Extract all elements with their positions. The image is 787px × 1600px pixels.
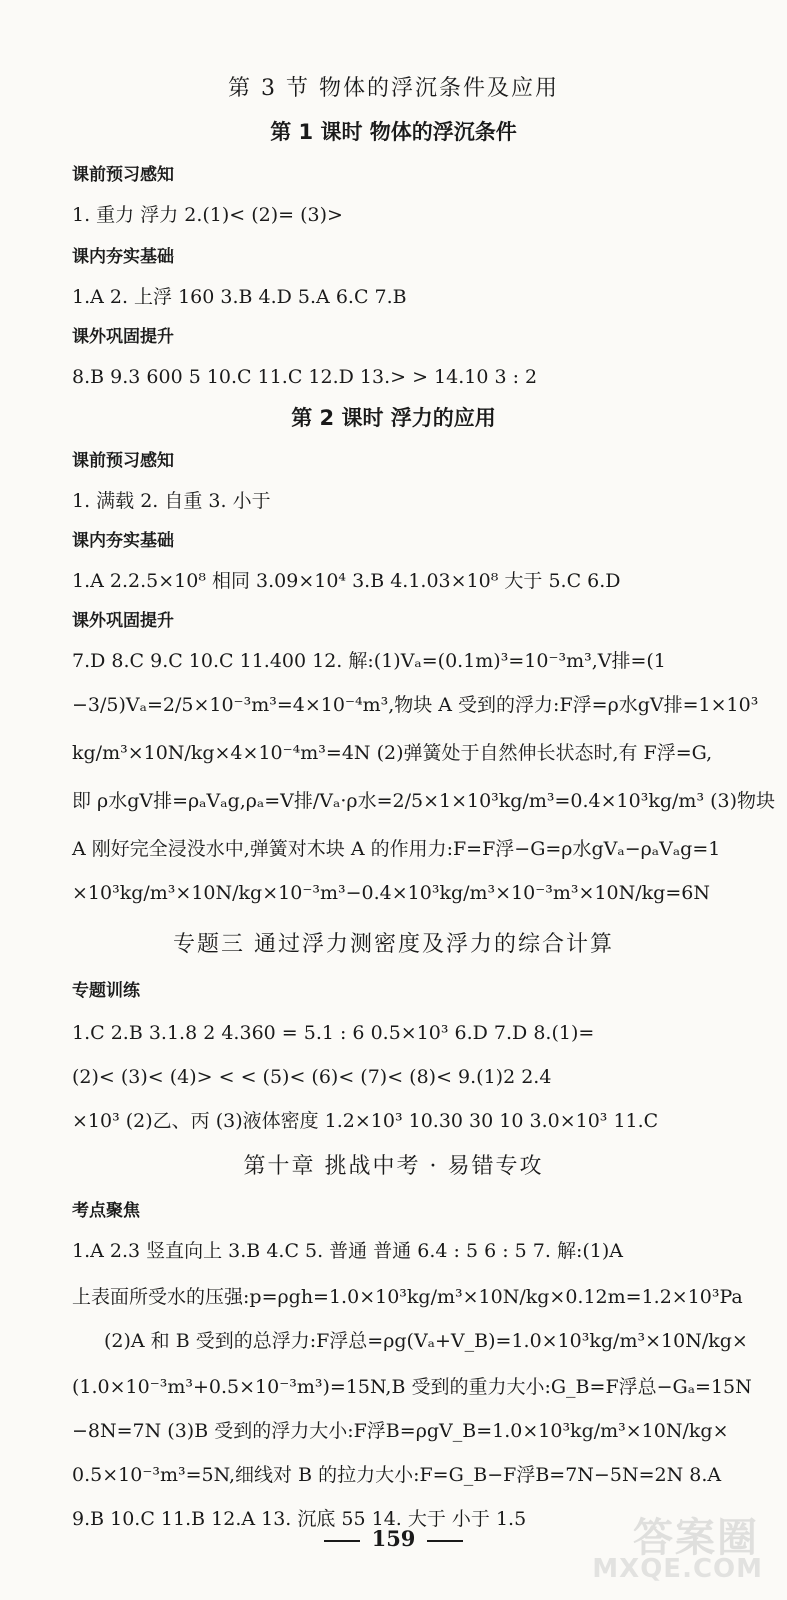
lesson-1-basic-heading: 课内夯实基础 (72, 247, 174, 267)
dash-left (324, 1540, 360, 1542)
watermark-logo (559, 1506, 769, 1592)
lesson-1-preview-answers: 1. 重力 浮力 2.(1)< (2)= (3)> (72, 204, 343, 226)
lesson-1-extension-heading: 课外巩固提升 (72, 327, 174, 347)
special-topic-line: 1.C 2.B 3.1.8 2 4.360 = 5.1 : 6 0.5×10³ 6.D 7.D 8.(1)= (72, 1022, 595, 1044)
lesson-2-extension-line: ×10³kg/m³×10N/kg×10⁻³m³−0.4×10³kg/m³×10⁻³m³×10N/kg=6N (72, 882, 710, 904)
lesson-1-preview-heading: 课前预习感知 (72, 165, 174, 185)
page-number-text: 159 (371, 1526, 416, 1551)
chapter-line: 上表面所受水的压强:p=ρgh=1.0×10³kg/m³×10N/kg×0.12m=1.2×10³Pa (72, 1286, 743, 1308)
chapter-line: (1.0×10⁻³m³+0.5×10⁻³m³)=15N,B 受到的重力大小:G_B=F浮总−Gₐ=15N (72, 1376, 752, 1398)
lesson-2-extension-line: 7.D 8.C 9.C 10.C 11.400 12. 解:(1)Vₐ=(0.1m)³=10⁻³m³,V排=(1 (72, 650, 666, 672)
chapter-line: 1.A 2.3 竖直向上 3.B 4.C 5. 普通 普通 6.4 : 5 6 : 5 7. 解:(1)A (72, 1240, 623, 1262)
dash-right (427, 1540, 463, 1542)
lesson-2-basic-heading: 课内夯实基础 (72, 531, 174, 551)
chapter-line: 0.5×10⁻³m³=5N,细线对 B 的拉力大小:F=G_B−F浮B=7N−5N=2N 8.A (72, 1464, 722, 1486)
chapter-line: (2)A 和 B 受到的总浮力:F浮总=ρg(Vₐ+V_B)=1.0×10³kg/m³×10N/kg× (104, 1330, 748, 1352)
lesson-2-extension-line: 即 ρ水gV排=ρₐVₐg,ρₐ=V排/Vₐ·ρ水=2/5×1×10³kg/m³=0.4×10³kg/m³ (3)物块 (72, 790, 776, 812)
lesson-2-extension-line: kg/m³×10N/kg×4×10⁻⁴m³=4N (2)弹簧处于自然伸长状态时,有 F浮=G, (72, 742, 713, 764)
lesson-2-title: 第 2 课时 浮力的应用 (291, 406, 496, 430)
special-topic-title: 专题三 通过浮力测密度及浮力的综合计算 (173, 932, 614, 957)
chapter-title: 第十章 挑战中考 · 易错专攻 (243, 1154, 544, 1179)
lesson-1-title: 第 1 课时 物体的浮沉条件 (270, 120, 517, 144)
chapter-line: 9.B 10.C 11.B 12.A 13. 沉底 55 14. 大于 小于 1.5 (72, 1508, 527, 1530)
special-topic-line: ×10³ (2)乙、丙 (3)液体密度 1.2×10³ 10.30 30 10 3.0×10³ 11.C (72, 1110, 659, 1132)
section-title: 第 3 节 物体的浮沉条件及应用 (228, 76, 559, 101)
lesson-1-basic-answers: 1.A 2. 上浮 160 3.B 4.D 5.A 6.C 7.B (72, 286, 407, 308)
lesson-2-basic-answers: 1.A 2.2.5×10⁸ 相同 3.09×10⁴ 3.B 4.1.03×10⁸ 大于 5.C 6.D (72, 570, 621, 592)
lesson-2-preview-heading: 课前预习感知 (72, 451, 174, 471)
lesson-2-extension-line: −3/5)Vₐ=2/5×10⁻³m³=4×10⁻⁴m³,物块 A 受到的浮力:F浮=ρ水gV排=1×10³ (72, 694, 759, 716)
lesson-2-extension-heading: 课外巩固提升 (72, 611, 174, 631)
special-topic-heading: 专题训练 (72, 981, 140, 1001)
lesson-1-extension-answers: 8.B 9.3 600 5 10.C 11.C 12.D 13.> > 14.10 3 : 2 (72, 366, 538, 388)
watermark-en: MXQE.COM (592, 1554, 763, 1584)
lesson-2-extension-line: A 刚好完全浸没水中,弹簧对木块 A 的作用力:F=F浮−G=ρ水gVₐ−ρₐVₐg=1 (72, 838, 721, 860)
watermark-cn: 答案圈 (633, 1515, 759, 1561)
chapter-line: −8N=7N (3)B 受到的浮力大小:F浮B=ρgV_B=1.0×10³kg/m³×10N/kg× (72, 1420, 729, 1442)
special-topic-line: (2)< (3)< (4)> < < (5)< (6)< (7)< (8)< 9.(1)2 2.4 (72, 1066, 552, 1088)
chapter-heading: 考点聚焦 (72, 1201, 140, 1221)
lesson-2-preview-answers: 1. 满载 2. 自重 3. 小于 (72, 490, 271, 512)
